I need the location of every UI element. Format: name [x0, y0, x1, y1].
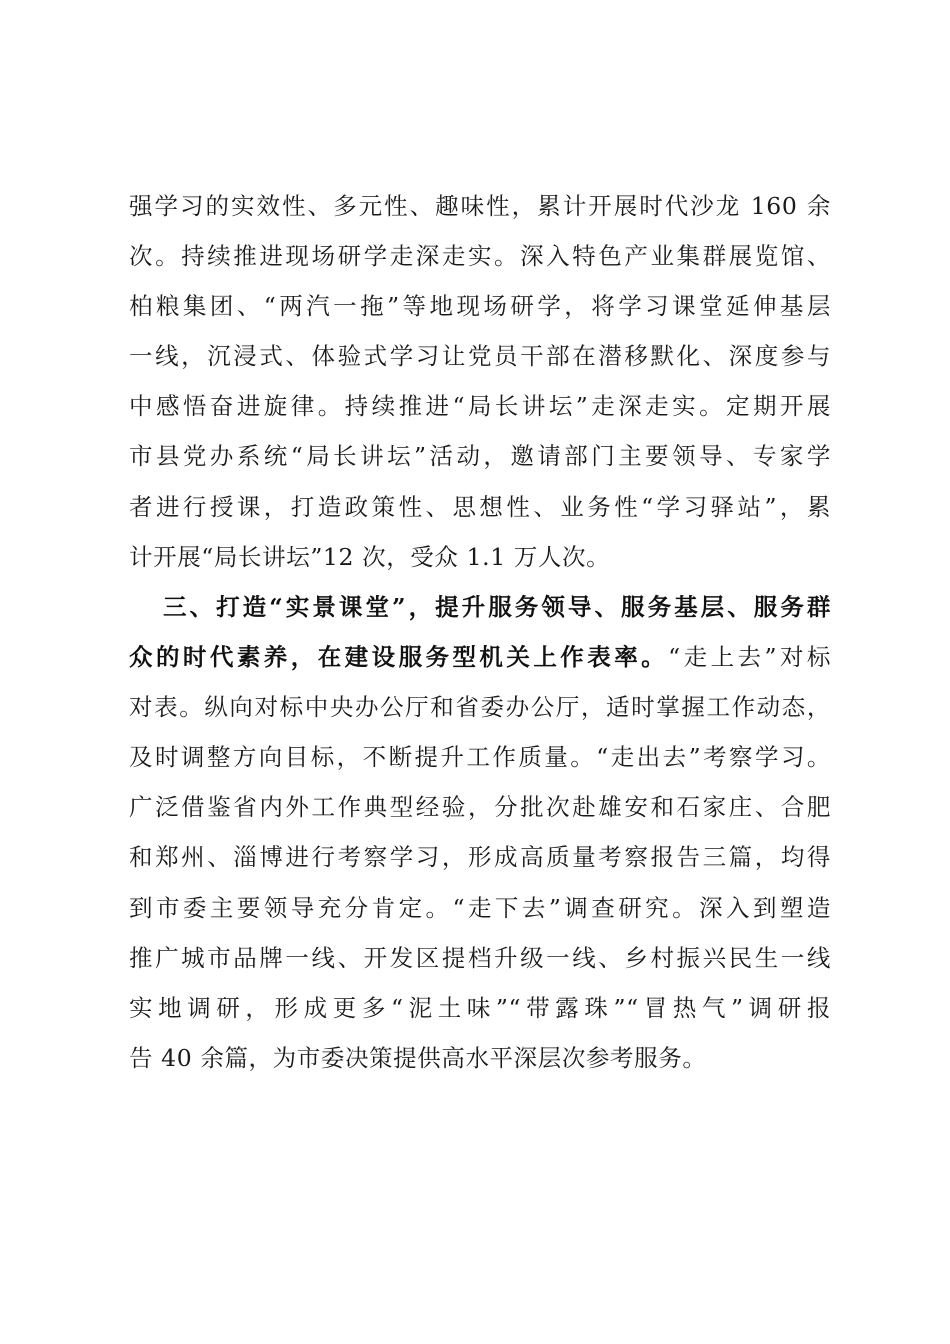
text-line: 和郑州、淄博进行考察学习，形成高质量考察报告三篇，均得 — [129, 843, 831, 872]
text-line: 者进行授课，打造政策性、思想性、业务性“学习驿站”，累 — [129, 492, 831, 521]
text-line: 及时调整方向目标，不断提升工作质量。“走出去”考察学习。 — [129, 743, 831, 772]
text-line: 强学习的实效性、多元性、趣味性，累计开展时代沙龙 160 余 — [129, 192, 831, 220]
section-heading-end: 众的时代素养，在建设服务型机关上作表率。 — [129, 643, 669, 672]
text-line: 推广城市品牌一线、开发区提档升级一线、乡村振兴民生一线 — [129, 943, 831, 972]
text-line: 市县党办系统“局长讲坛”活动，邀请部门主要领导、专家学 — [129, 442, 831, 471]
text-line: 告 40 余篇，为市委决策提供高水平深层次参考服务。 — [129, 1043, 707, 1072]
text-line: 到市委主要领导充分肯定。“走下去”调查研究。深入到塑造 — [129, 893, 831, 922]
text-line: 对表。纵向对标中央办公厅和省委办公厅，适时掌握工作动态， — [129, 693, 831, 722]
text-line: 计开展“局长讲坛”12 次，受众 1.1 万人次。 — [129, 542, 611, 571]
text-run: “走上去”对标 — [668, 643, 832, 672]
section-heading-line: 三、打造“实景课堂”，提升服务领导、服务基层、服务群 — [163, 593, 831, 621]
paragraph-study-activities — [129, 181, 831, 582]
paragraph-real-scene-classroom — [129, 582, 831, 1083]
text-line: 一线，沉浸式、体验式学习让党员干部在潜移默化、深度参与 — [129, 342, 831, 371]
text-line: 中感悟奋进旋律。持续推进“局长讲坛”走深走实。定期开展 — [129, 392, 831, 421]
section-heading-line — [129, 632, 831, 682]
text-line: 实地调研，形成更多“泥土味”“带露珠”“冒热气”调研报 — [129, 993, 831, 1022]
text-line: 广泛借鉴省内外工作典型经验，分批次赴雄安和石家庄、合肥 — [129, 793, 831, 822]
text-line: 柏粮集团、“两汽一拖”等地现场研学，将学习课堂延伸基层 — [129, 292, 831, 321]
text-line: 次。持续推进现场研学走深走实。深入特色产业集群展览馆、 — [129, 242, 831, 271]
